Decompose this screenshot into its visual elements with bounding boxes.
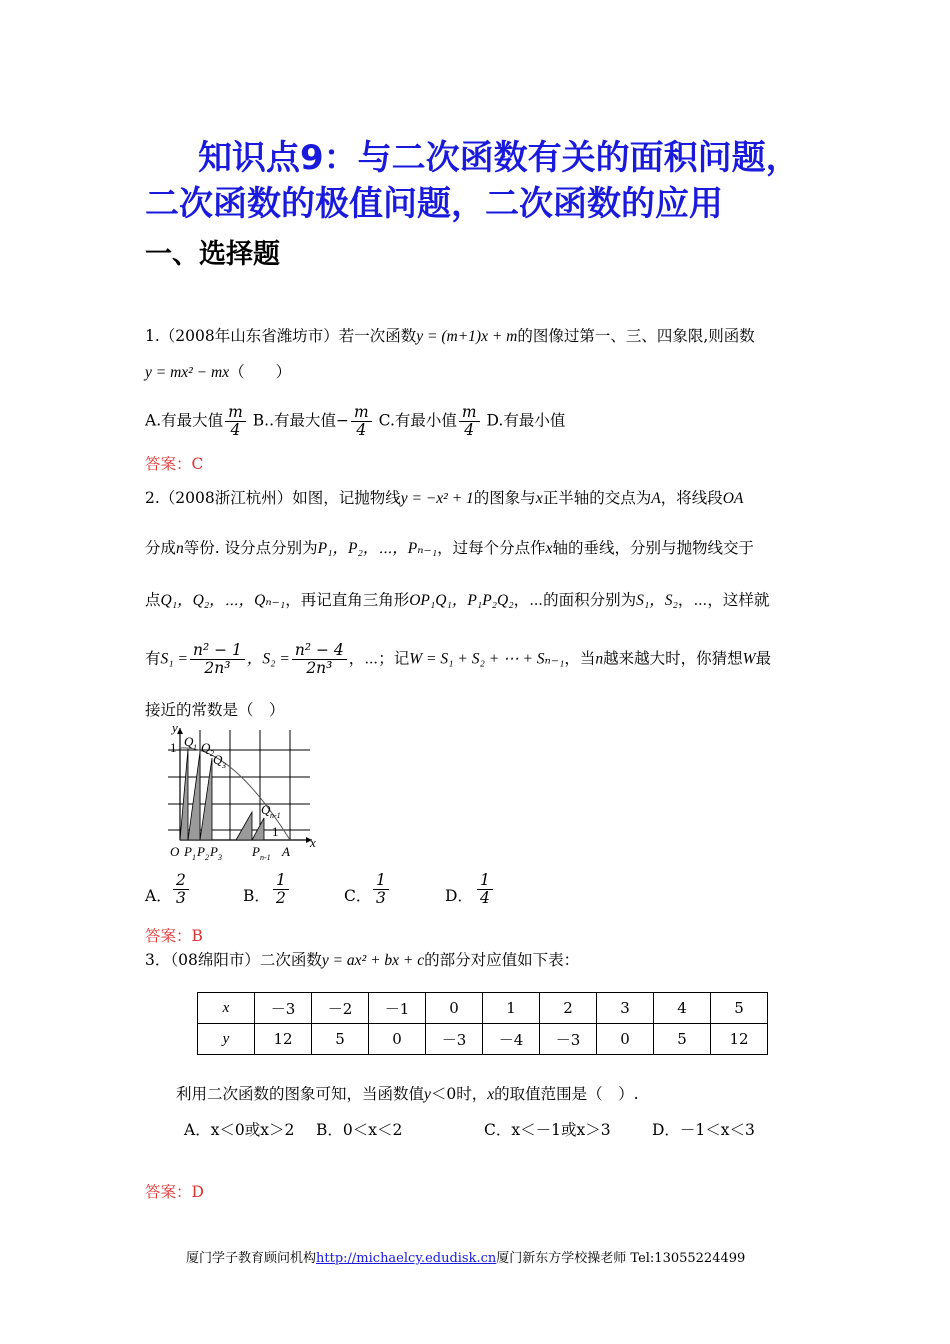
svg-text:Q: Q <box>201 740 211 755</box>
q1-prefix: 1.（2008年山东省潍坊市）若一次函数 <box>145 327 417 345</box>
parabola-figure <box>160 722 325 864</box>
svg-text:3: 3 <box>218 853 222 862</box>
q1-line-1 <box>145 326 755 347</box>
svg-text:1: 1 <box>192 853 196 862</box>
svg-text:1: 1 <box>170 740 177 755</box>
q2-frac-c: $\frac{1}{3}$ <box>373 872 389 907</box>
title-line-2: 二次函数的极值问题，二次函数的应用 <box>145 184 723 224</box>
table-row-y: y 12 5 0 －3 －4 －3 0 5 12 <box>198 1024 768 1055</box>
q1-func: y = (m+1)x + m <box>416 328 518 345</box>
svg-text:P: P <box>184 844 192 859</box>
footer-org: 厦门学子教育顾问机构 <box>186 1251 317 1266</box>
triangle-1 <box>180 749 188 840</box>
q1-frac-b: $\frac{m}{4}$ <box>351 404 372 439</box>
svg-text:A: A <box>282 844 290 859</box>
svg-text:2: 2 <box>210 749 214 758</box>
section-heading: 一、选择题 <box>145 239 280 270</box>
q2-frac-d: $\frac{1}{4}$ <box>477 872 493 907</box>
q2-answer: 答案：B <box>145 927 203 945</box>
q2-line-3: 点Q₁，Q₂，⋯，Qₙ₋₁，再记直角三角形OP₁Q₁，P₁P₂Q₂，⋯的面积分别为S₁，S₂，⋯，这样就 <box>145 591 770 609</box>
q1-answer: 答案：C <box>145 455 204 473</box>
q1-paren: （ ） <box>229 363 292 381</box>
q3-stem: 利用二次函数的图象可知，当函数值y＜0时，x的取值范围是（ ）. <box>176 1085 639 1103</box>
q1-opt-b: B..有最大值− <box>252 411 349 430</box>
q1-opt-a: A.有最大值 <box>145 411 224 430</box>
footer <box>186 1247 745 1266</box>
q2-line-5: 接近的常数是（ ） <box>145 701 285 719</box>
footer-link[interactable]: http://michaelcy.edudisk.cn <box>316 1251 497 1266</box>
q1-suffix: 的图像过第一、三、四象限,则函数 <box>517 327 755 345</box>
q1-frac-c: $\frac{m}{4}$ <box>459 404 480 439</box>
svg-text:Q: Q <box>213 752 223 767</box>
svg-text:3: 3 <box>222 761 226 770</box>
svg-text:P: P <box>252 844 260 859</box>
triangle-2 <box>188 752 200 840</box>
svg-text:O: O <box>170 844 180 859</box>
svg-text:1: 1 <box>193 743 197 752</box>
triangle-n-2 <box>236 812 252 840</box>
svg-text:Q: Q <box>261 802 271 817</box>
q2-frac-b: $\frac{1}{2}$ <box>273 872 289 907</box>
q2-line-4: 有S₁ = $\frac{\text{n² − 1}}{\text{2n³}}$ ，S₂ = $\frac{\text{n² − 4}}{\text{2n³}}$ ，⋯；记W = S₁ + S₂ + ⋯ + Sₙ₋₁，当n越来越大时，你猜想W最 <box>145 641 772 678</box>
q2-frac-a: $\frac{2}{3}$ <box>173 872 189 907</box>
q1-func2: y = mx² − mx <box>145 364 230 381</box>
triangle-3 <box>200 758 212 840</box>
svg-text:y: y <box>172 722 178 735</box>
svg-text:n-1: n-1 <box>260 853 271 862</box>
title-line-1: 知识点9：与二次函数有关的面积问题， <box>198 138 800 178</box>
q3-intro: 3．（08绵阳市）二次函数y = ax² + bx + c的部分对应值如下表： <box>145 951 580 969</box>
q1-line-2 <box>145 362 291 383</box>
q3-answer: 答案：D <box>145 1183 204 1201</box>
table-row-x: x －3 －2 －1 0 1 2 3 4 5 <box>198 993 768 1024</box>
q1-opt-d: D.有最小值 <box>486 411 566 430</box>
q1-frac-a: $\frac{m}{4}$ <box>225 404 246 439</box>
svg-text:P: P <box>210 844 218 859</box>
svg-text:2: 2 <box>205 853 209 862</box>
svg-text:x: x <box>310 835 316 850</box>
svg-text:n-1: n-1 <box>270 811 281 820</box>
q2-options: A． $\frac{2}{3}$ B． $\frac{1}{2}$ C． $\frac{1}{3}$ D． $\frac{1}{4}$ <box>145 872 545 920</box>
svg-text:1: 1 <box>272 824 279 839</box>
svg-text:P: P <box>197 844 205 859</box>
triangle-n-1 <box>252 818 264 840</box>
q1-options <box>145 404 565 439</box>
q3-options: A．x＜0或x＞2 B．0＜x＜2 C．x＜－1或x＞3 D．－1＜x＜3 <box>184 1121 755 1139</box>
q1-opt-c: C.有最小值 <box>378 411 457 430</box>
footer-contact: 厦门新东方学校操老师 Tel:13055224499 <box>496 1251 746 1266</box>
q2-line-1: 2.（2008浙江杭州）如图，记抛物线y = −x² + 1的图象与x正半轴的交点为A，将线段OA <box>145 489 744 507</box>
q3-value-table <box>197 992 768 1055</box>
q2-line-2: 分成n等份. 设分点分别为P₁，P₂，⋯，Pₙ₋₁，过每个分点作x轴的垂线，分别与抛物线交于 <box>145 539 755 557</box>
svg-text:Q: Q <box>184 734 194 749</box>
